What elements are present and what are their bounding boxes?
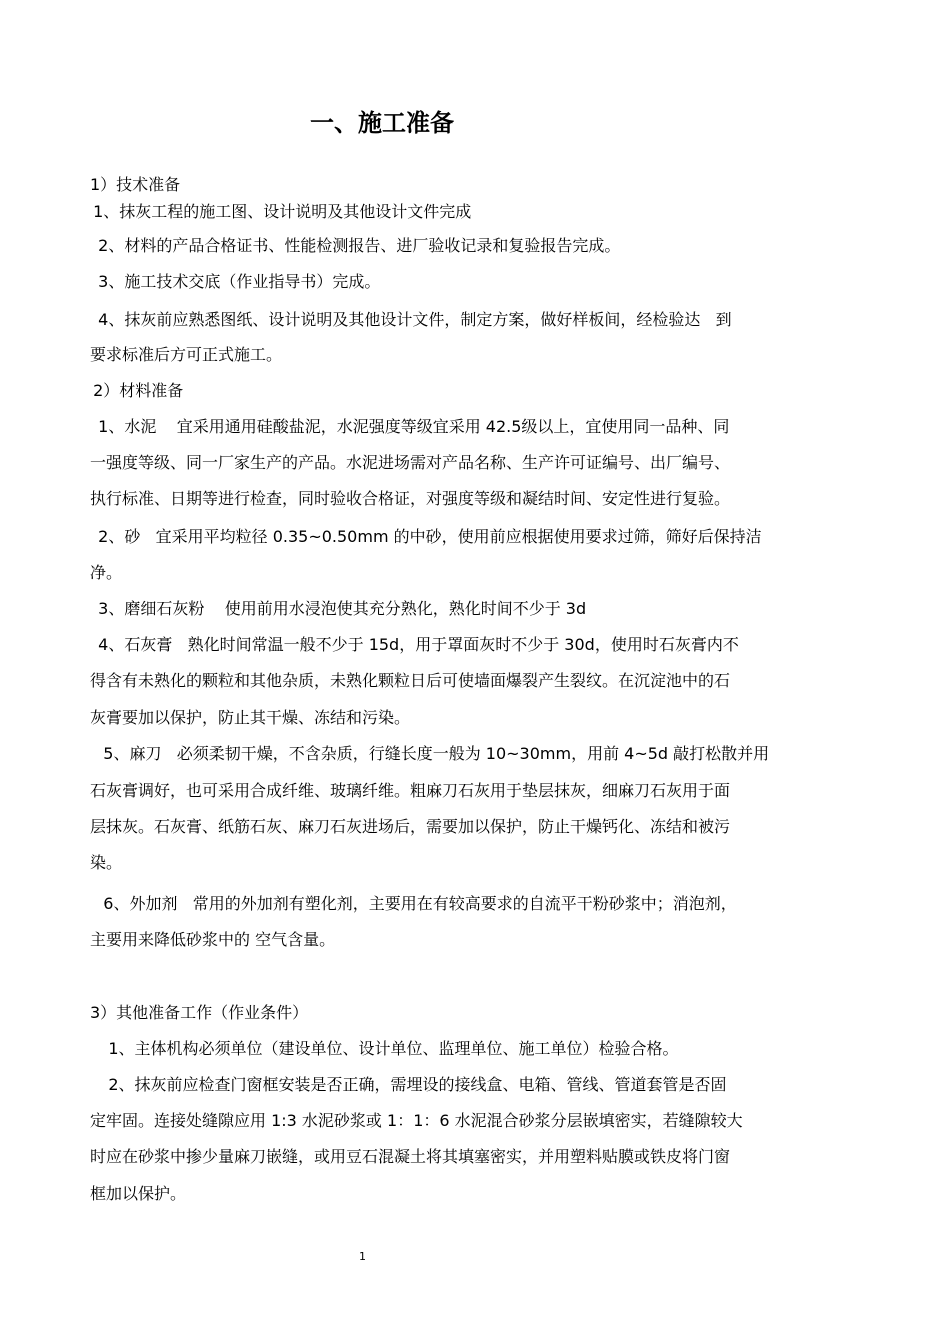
text-line: 一强度等级、同一厂家生产的产品。水泥进场需对产品名称、生产许可证编号、出厂编号、 bbox=[90, 453, 731, 472]
text-line: 执行标准、日期等进行检查，同时验收合格证，对强度等级和凝结时间、安定性进行复验。 bbox=[90, 489, 731, 508]
text-line: 2）材料准备 bbox=[88, 381, 184, 400]
text-line: 1、主体机构必须单位（建设单位、设计单位、监理单位、施工单位）检验合格。 bbox=[88, 1039, 679, 1058]
text-line: 灰膏要加以保护，防止其干燥、冻结和污染。 bbox=[90, 708, 411, 727]
text-line: 2、材料的产品合格证书、性能检测报告、进厂验收记录和复验报告完成。 bbox=[88, 236, 621, 255]
text-line: 6、外加剂 常用的外加剂有塑化剂，主要用在有较高要求的自流平干粉砂浆中；消泡剂， bbox=[88, 894, 737, 913]
text-line: 定牢固。连接处缝隙应用 1:3 水泥砂浆或 1：1：6 水泥混合砂浆分层嵌填密实，若缝隙较大 bbox=[90, 1111, 743, 1130]
text-line: 2、砂 宜采用平均粒径 0.35~0.50mm 的中砂，使用前应根据使用要求过筛，筛好后保持洁 bbox=[88, 527, 762, 546]
text-line: 染。 bbox=[90, 853, 123, 872]
section-title: 一、施工准备 bbox=[310, 109, 454, 137]
text-line: 框加以保护。 bbox=[90, 1184, 187, 1203]
text-line: 1、水泥 宜采用通用硅酸盐泥，水泥强度等级宜采用 42.5级以上，宜使用同一品种、同 bbox=[88, 417, 730, 436]
text-line: 净。 bbox=[90, 563, 123, 582]
text-line: 1）技术准备 bbox=[90, 175, 181, 194]
text-line: 主要用来降低砂浆中的 空气含量。 bbox=[90, 930, 336, 949]
text-line: 3、磨细石灰粉 使用前用水浸泡使其充分熟化，熟化时间不少于 3d bbox=[88, 599, 587, 618]
text-line: 要求标准后方可正式施工。 bbox=[90, 345, 283, 364]
text-line: 层抹灰。石灰膏、纸筋石灰、麻刀石灰进场后，需要加以保护，防止干燥钙化、冻结和被污 bbox=[90, 817, 731, 836]
text-line: 3）其他准备工作（作业条件） bbox=[90, 1003, 309, 1022]
text-line: 4、石灰膏 熟化时间常温一般不少于 15d，用于罩面灰时不少于 30d，使用时石灰膏内不 bbox=[88, 635, 739, 654]
page-number: 1 bbox=[359, 1250, 366, 1263]
text-line: 5、麻刀 必须柔韧干燥，不含杂质，行缝长度一般为 10~30mm，用前 4~5d 敲打松散并用 bbox=[88, 744, 770, 763]
text-line: 1、抹灰工程的施工图、设计说明及其他设计文件完成 bbox=[88, 202, 472, 221]
text-line: 4、抹灰前应熟悉图纸、设计说明及其他设计文件，制定方案，做好样板间，经检验达 到 bbox=[88, 310, 732, 329]
text-line: 3、施工技术交底（作业指导书）完成。 bbox=[88, 272, 381, 291]
text-line: 石灰膏调好，也可采用合成纤维、玻璃纤维。粗麻刀石灰用于垫层抹灰，细麻刀石灰用于面 bbox=[90, 781, 731, 800]
text-line: 2、抹灰前应检查门窗框安装是否正确，需埋设的接线盒、电箱、管线、管道套管是否固 bbox=[88, 1075, 727, 1094]
text-line: 时应在砂浆中掺少量麻刀嵌缝，或用豆石混凝土将其填塞密实，并用塑料贴膜或铁皮将门窗 bbox=[90, 1147, 731, 1166]
text-line: 得含有未熟化的颗粒和其他杂质，未熟化颗粒日后可使墙面爆裂产生裂纹。在沉淀池中的石 bbox=[90, 671, 731, 690]
